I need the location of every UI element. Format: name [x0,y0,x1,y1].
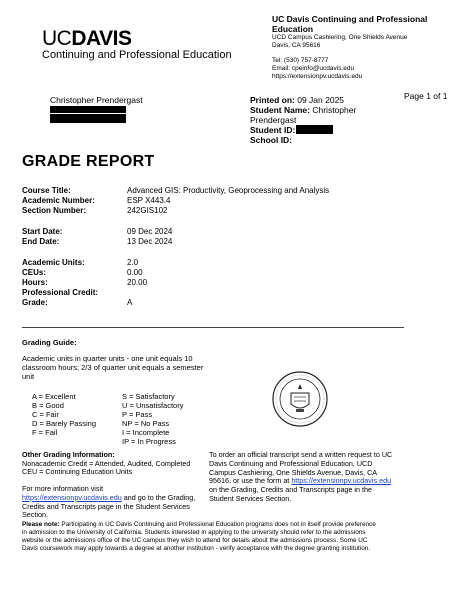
transcript-line-1: To order an official transcript send a written request to UC [209,450,393,459]
logo-subtitle: Continuing and Professional Education [42,49,232,61]
academic-units-label: Academic Units: [22,258,85,267]
grade-c: C = Fair [32,410,59,419]
more-info-line-1: For more information visit [22,484,104,493]
units-line-3: unit [22,372,35,381]
printed-on-label: Printed on: [250,95,295,105]
grade-np: NP = No Pass [122,419,170,428]
hours-value: 20.00 [127,278,148,287]
section-number-value: 242GIS102 [127,206,168,215]
units-explanation [22,354,262,381]
grading-guide-heading: Grading Guide: [22,338,77,347]
academic-number-value: ESP X443.4 [127,196,171,205]
student-address-block [50,95,143,105]
more-info-line-4: Section. [22,510,48,520]
more-info-paragraph [22,485,212,520]
section-number-label: Section Number: [22,206,87,215]
logo-davis-text: DAVIS [71,27,132,50]
transcript-info [209,451,459,504]
transcript-line-3: Campus Cashiering, One Shields Avenue, Davis, CA [209,467,378,477]
org-name: UC Davis Continuing and Professional Education [272,14,428,34]
please-note-line-4: Davis coursework may apply towards a degree at another institution - verify acceptance with the degree granting institution. [22,545,371,552]
section-divider [22,327,404,328]
redacted-address-1 [50,106,126,113]
grade-value: A [127,298,133,307]
please-note [22,521,457,553]
other-info-line-2: CEU = Continuing Education Units [22,467,133,477]
please-note-line-1: Participating in UC Davis Continuing and Professional Education programs does not in itself provide preference [59,521,376,528]
grade-p: P = Pass [122,410,153,419]
grade-d: D = Barely Passing [32,419,96,428]
org-address-1: UCD Campus Cashiering, One Shields Avenue [272,34,408,41]
page-indicator: Page 1 of 1 [404,91,448,101]
academic-number-label: Academic Number: [22,196,95,205]
transcript-line-4-head: 95616, or use the form at [209,476,292,486]
other-grading-info [22,451,212,477]
student-name-value-1: Christopher [312,105,357,115]
professional-credit-label: Professional Credit: [22,288,99,297]
redacted-student-id [296,125,333,134]
ucdavis-logo [42,28,131,50]
end-date-value: 13 Dec 2024 [127,237,173,246]
logo-uc-text: UC [42,27,72,50]
printed-on-value: 09 Jan 2025 [297,95,345,105]
course-title-label: Course Title: [22,186,71,195]
start-date-label: Start Date: [22,227,63,236]
grade-i: I = Incomplete [122,428,170,437]
school-id-label: School ID: [250,135,293,145]
course-title-value: Advanced GIS: Productivity, Geoprocessing and Analysis [127,186,330,195]
university-seal-icon [272,371,328,427]
ceus-value: 0.00 [127,268,143,277]
transcript-line-2: Davis Continuing and Professional Education, UCD [209,458,373,468]
grade-label: Grade: [22,298,48,307]
transcript-line-5: on the Grading, Credits and Transcripts page in the [209,485,373,495]
grade-scale-left [32,392,122,437]
redacted-address-2 [50,114,126,123]
report-title: GRADE REPORT [22,153,155,170]
org-tel: Tel: (530) 757-8777 [272,57,329,64]
org-contact-block [272,14,457,81]
student-id-label: Student ID: [250,125,296,135]
org-address-2: Davis, CA 95616 [272,42,321,49]
grade-scale-right [122,392,222,446]
grade-a: A = Excellent [32,392,76,401]
grade-f: F = Fail [32,428,58,437]
org-email: Email: cpeinfo@ucdavis.edu [272,65,355,72]
other-info-heading: Other Grading Information: [22,450,115,459]
units-line-2: classroom hours; 2/3 of quarter unit equals a semester [22,363,204,372]
end-date-label: End Date: [22,237,60,246]
student-name-label: Student Name: [250,105,310,115]
grade-s: S = Satisfactory [122,392,175,401]
more-info-link[interactable]: https://extensionpv.ucdavis.edu [22,492,122,502]
please-note-label: Please note: [22,521,60,528]
grade-b: B = Good [32,401,64,410]
more-info-line-2-tail: and go to the Grading, [121,492,196,502]
units-line-1: Academic units in quarter units - one unit equals 10 [22,354,193,363]
please-note-line-2: in admission to the University of California. Students interested in applying to the university should refer to the admissions [22,529,366,536]
transcript-line-6: Student Services Section. [209,493,292,503]
other-info-line-1: Nonacademic Credit = Attended, Audited, Completed [22,458,191,468]
student-name: Christopher Prendergast [50,95,143,105]
org-website: https://extensionpv.ucdavis.edu [272,73,363,80]
more-info-line-3: Credits and Transcripts page in the Student Services [22,501,190,511]
grade-u: U = Unsatisfactory [122,401,184,410]
start-date-value: 09 Dec 2024 [127,227,173,236]
course-details [0,186,463,306]
academic-units-value: 2.0 [127,258,139,267]
hours-label: Hours: [22,278,48,287]
grade-ip: IP = In Progress [122,437,176,446]
student-name-value-2: Prendergast [250,115,297,125]
ceus-label: CEUs: [22,268,47,277]
please-note-line-3: website or the admissions office of the UC campus they wish to attend for details about the admissions process. Some UC [22,537,368,544]
print-info-block [250,95,400,145]
transcript-form-link[interactable]: https://extensionpv.ucdavis.edu [291,476,392,486]
